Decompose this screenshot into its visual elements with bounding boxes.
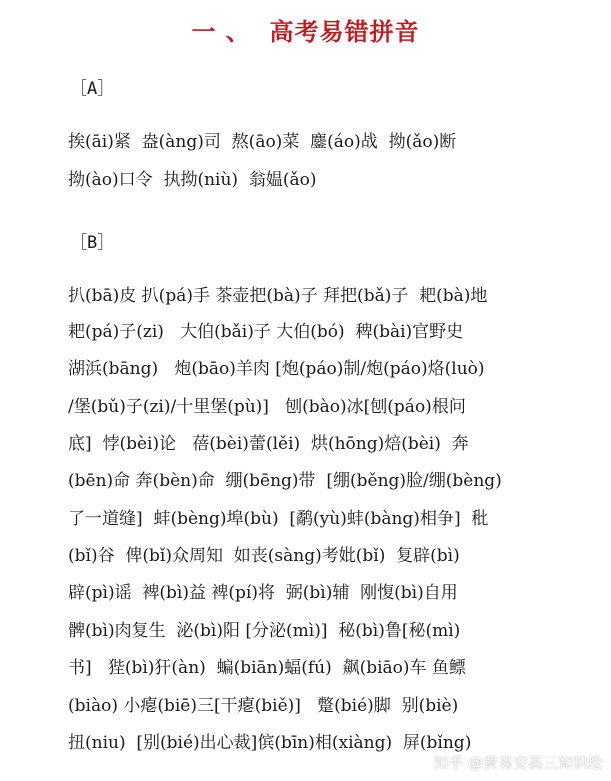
text-line: 辟(pì)谣 裨(bì)益 裨(pí)将 弼(bì)辅 刚愎(bì)自用 <box>68 583 458 603</box>
text-line: 扭(niu) [别(bié)出心裁]傧(bīn)相(xiàng) 屏(bǐng) <box>68 733 472 753</box>
text-line: 挨(āi)紧 盎(àng)司 熬(āo)菜 鏖(áo)战 拗(ǎo)断 <box>68 132 457 152</box>
text-line: (biào) 小瘪(biē)三[干瘪(biě)] 蹩(bié)脚 别(biè) <box>68 696 459 716</box>
text-line: 了一道缝] 蚌(bèng)埠(bù) [鹬(yù)蚌(bàng)相争] 秕 <box>68 509 489 529</box>
text-line: 底] 悖(bèi)论 蓓(bèi)蕾(lěi) 烘(hōng)焙(bèi) 奔 <box>68 434 469 454</box>
section-label-a: ［A］ <box>70 79 115 99</box>
text-line: (bǐ)谷 俾(bǐ)众周知 如丧(sàng)考妣(bǐ) 复辟(bì) <box>68 546 460 566</box>
text-line: 书] 狴(bì)犴(àn) 蝙(biān)蝠(fú) 飙(biāo)车 鱼鳔 <box>68 658 466 678</box>
text-line: 扒(bā)皮 扒(pá)手 茶壶把(bà)子 拜把(bǎ)子 耙(bà)地 <box>68 286 488 306</box>
section-label-b: ［B］ <box>70 233 115 253</box>
watermark: 知乎 @黄易安高三知识绘 <box>433 754 603 772</box>
text-line: 耙(pá)子(zi) 大伯(bǎi)子 大伯(bó) 稗(bài)官野史 <box>68 322 464 342</box>
text-line: 拗(ào)口令 执拗(niù) 翁媪(ǎo) <box>68 170 317 190</box>
text-line: 髀(bì)肉复生 泌(bì)阳 [分泌(mì)] 秘(bì)鲁[秘(mì) <box>68 621 461 641</box>
text-line: (bēn)命 奔(bèn)命 绷(bēng)带 [绷(běng)脸/绷(bèng) <box>68 471 502 491</box>
page-title: 一 、 高考易错拼音 <box>191 18 420 46</box>
text-line: /堡(bǔ)子(zi)/十里堡(pù)] 刨(bào)冰[刨(páo)根问 <box>68 397 466 417</box>
text-line: 湖浜(bāng) 炮(bāo)羊肉 [炮(páo)制/炮(páo)烙(luò) <box>68 359 485 379</box>
